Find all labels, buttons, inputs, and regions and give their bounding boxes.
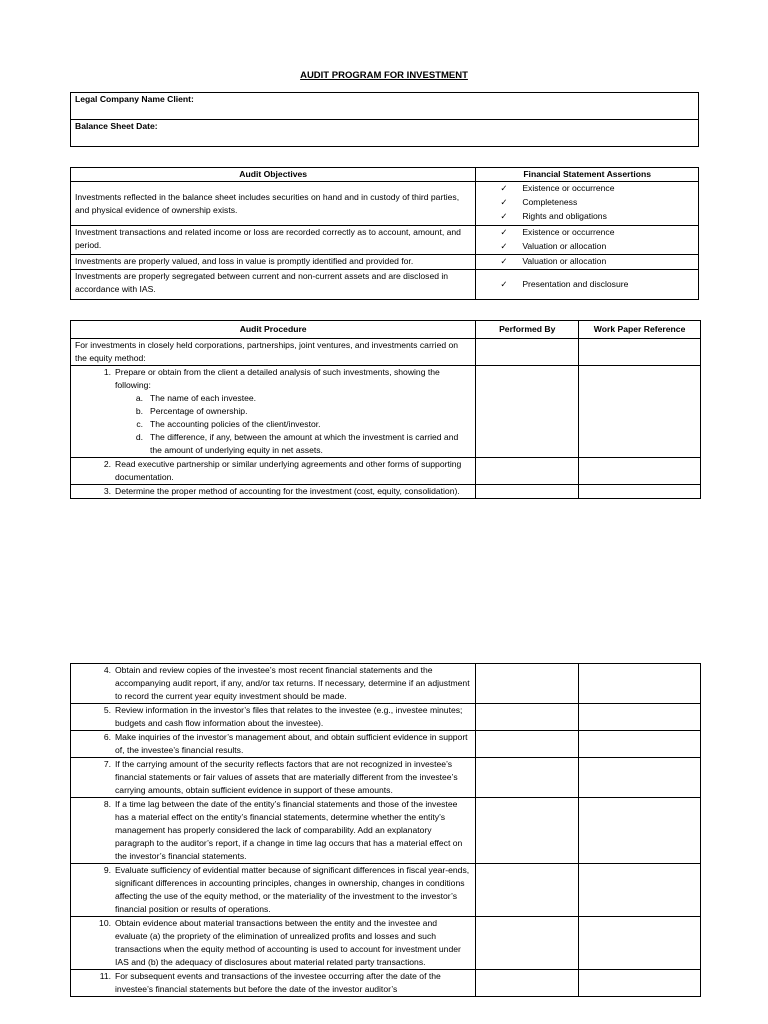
step-1-sub-item: d. The difference, if any, between the amount at which the investment is carried and the amount of underlying equity in net assets. (135, 432, 459, 455)
assertions-1 (476, 182, 699, 226)
assertion-item: ✓ Existence or occurrence (500, 183, 615, 193)
work-paper-cell[interactable] (579, 864, 701, 917)
objectives-header: Audit Objectives (71, 168, 476, 182)
assertions-3 (476, 255, 699, 270)
performed-by-cell[interactable] (476, 704, 579, 731)
performed-by-cell[interactable] (476, 366, 579, 458)
assertion-item: ✓ Existence or occurrence (500, 227, 615, 237)
procedure-step-2: 2. Read executive partnership or similar underlying agreements and other forms of supporting documentation. (71, 458, 476, 485)
performed-by-cell[interactable] (476, 758, 579, 798)
performed-by-cell[interactable] (476, 731, 579, 758)
work-paper-cell[interactable] (579, 917, 701, 970)
check-icon: ✓ (500, 211, 508, 221)
assertions-2 (476, 226, 699, 255)
assertion-item: ✓ Valuation or allocation (500, 256, 607, 266)
audit-objectives-table (70, 167, 699, 300)
assertion-item: ✓ Rights and obligations (500, 211, 607, 221)
assertion-item: ✓ Valuation or allocation (500, 241, 607, 251)
performed-by-cell[interactable] (476, 798, 579, 864)
step-1-text: 1. Prepare or obtain from the client a detailed analysis of such investments, showing the following: (103, 367, 440, 390)
work-paper-cell[interactable] (579, 485, 701, 499)
procedure-step-10: 10. Obtain evidence about material transactions between the entity and the investee and evaluate (a) the propriety of the elimination of unrealized profits and losses and such transactions when the equity method of accounting is used to account for investment under IAS and (b) the adequacy of disclosures about material related party transactions. (71, 917, 476, 970)
check-icon: ✓ (500, 227, 508, 237)
performed-by-cell[interactable] (476, 917, 579, 970)
procedure-step-3: 3. Determine the proper method of accounting for the investment (cost, equity, consolidation). (71, 485, 476, 499)
procedure-step-8: 8. If a time lag between the date of the entity’s financial statements and those of the investee has a material effect on the entity’s financial statements, determine whether the entity’s management has properly considered the lack of comparability. Add an explanatory paragraph to the auditor’s report, if a change in time lag occurs that has a material effect on the investor’s financial statements. (71, 798, 476, 864)
procedure-header: Audit Procedure (71, 321, 476, 339)
procedure-step-1 (71, 366, 476, 458)
check-icon: ✓ (500, 256, 508, 266)
procedure-step-7: 7. If the carrying amount of the security reflects factors that are not recognized in investee’s financial statements or fair values of assets that are materially different from the investee’s carrying amounts, obtain sufficient evidence in support of these amounts. (71, 758, 476, 798)
performed-by-cell[interactable] (476, 458, 579, 485)
work-paper-cell[interactable] (579, 458, 701, 485)
objective-1-text: Investments reflected in the balance sheet includes securities on hand and in custody of third parties, and physical evidence of ownership exists. (75, 191, 460, 215)
work-paper-cell[interactable] (579, 731, 701, 758)
procedure-step-9: 9. Evaluate sufficiency of evidential matter because of significant differences in fiscal year-ends, significant differences in accounting principles, changes in ownership, changes in conditions affecting the use of the equity method, or the materiality of the investment to the investor’s financial position or results of operations. (71, 864, 476, 917)
check-icon: ✓ (500, 183, 508, 193)
procedure-intro: For investments in closely held corporations, partnerships, joint ventures, and investments carried on the equity method: (71, 339, 476, 366)
work-paper-header: Work Paper Reference (579, 321, 701, 339)
work-paper-cell[interactable] (579, 339, 701, 366)
objective-2: Investment transactions and related income or loss are recorded correctly as to account, amount, and period. (71, 226, 476, 255)
objective-4: Investments are properly segregated between current and non-current assets and are disclosed in accordance with IAS. (71, 270, 476, 300)
performed-by-cell[interactable] (476, 664, 579, 704)
client-info-table (70, 92, 699, 147)
performed-by-cell[interactable] (476, 339, 579, 366)
procedure-step-5: 5. Review information in the investor’s files that relates to the investee (e.g., investee minutes; budgets and cash flow information about the investee). (71, 704, 476, 731)
performed-by-header: Performed By (476, 321, 579, 339)
assertions-header: Financial Statement Assertions (476, 168, 699, 182)
procedure-step-11: 11. For subsequent events and transactions of the investee occurring after the date of the investee’s financial statements but before the date of the investor auditor’s (71, 970, 476, 997)
procedure-step-4: 4. Obtain and review copies of the investee’s most recent financial statements and the accompanying audit report, if any, and/or tax returns. If necessary, determine if an adjustment to record the current year equity investment should be made. (71, 664, 476, 704)
performed-by-cell[interactable] (476, 485, 579, 499)
audit-procedure-table-continued (70, 663, 701, 997)
step-1-sub-item: a. The name of each investee. (135, 393, 257, 403)
company-name-label: Legal Company Name Client: (71, 93, 699, 120)
assertion-item: ✓ Completeness (500, 197, 578, 207)
procedure-step-6: 6. Make inquiries of the investor’s management about, and obtain sufficient evidence in support of, the investee’s financial results. (71, 731, 476, 758)
check-icon: ✓ (500, 241, 508, 251)
work-paper-cell[interactable] (579, 704, 701, 731)
audit-procedure-table (70, 320, 701, 499)
work-paper-cell[interactable] (579, 664, 701, 704)
document-title: AUDIT PROGRAM FOR INVESTMENT (300, 70, 468, 81)
step-1-sub-item: c. The accounting policies of the client/investor. (136, 419, 321, 429)
performed-by-cell[interactable] (476, 864, 579, 917)
performed-by-cell[interactable] (476, 970, 579, 997)
objective-3: Investments are properly valued, and loss in value is promptly identified and provided for. (71, 255, 476, 270)
check-icon: ✓ (500, 197, 508, 207)
assertion-item: ✓ Presentation and disclosure (500, 278, 629, 289)
assertions-4 (476, 270, 699, 300)
balance-sheet-date-label: Balance Sheet Date: (71, 120, 699, 147)
check-icon: ✓ (500, 278, 508, 289)
work-paper-cell[interactable] (579, 366, 701, 458)
objective-1 (71, 182, 476, 226)
step-1-sub-item: b. Percentage of ownership. (135, 406, 248, 416)
work-paper-cell[interactable] (579, 798, 701, 864)
work-paper-cell[interactable] (579, 970, 701, 997)
work-paper-cell[interactable] (579, 758, 701, 798)
